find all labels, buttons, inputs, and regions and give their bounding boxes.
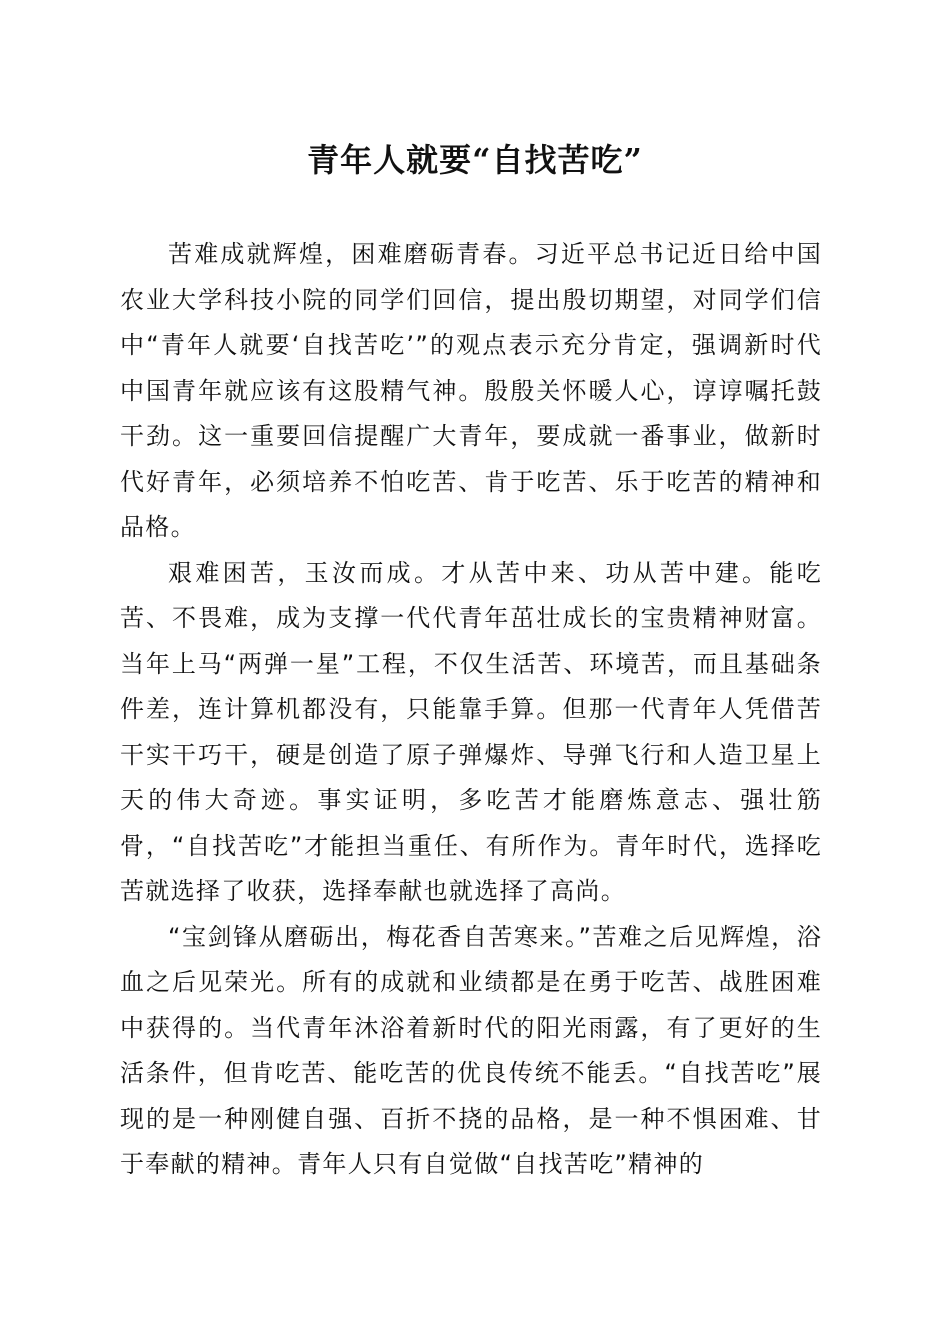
article-title: 青年人就要“自找苦吃” (307, 141, 643, 179)
article-body (120, 232, 822, 1188)
paragraph-2: 艰难困苦，玉汝而成。才从苦中来、功从苦中建。能吃苦、不畏难，成为支撑一代代青年茁壮成长的宝贵精神财富。当年上马“两弹一星”工程，不仅生活苦、环境苦，而且基础条件差，连计算机都没有，只能靠手算。但那一代青年人凭借苦干实干巧干，硬是创造了原子弹爆炸、导弹飞行和人造卫星上天的伟大奇迹。事实证明，多吃苦才能磨炼意志、强壮筋骨，“自找苦吃”才能担当重任、有所作为。青年时代，选择吃苦就选择了收获，选择奉献也就选择了高尚。 (120, 558, 822, 905)
paragraph-1: 苦难成就辉煌，困难磨砺青春。习近平总书记近日给中国农业大学科技小院的同学们回信，提出殷切期望，对同学们信中“青年人就要‘自找苦吃’”的观点表示充分肯定，强调新时代中国青年就应该有这股精气神。殷殷关怀暖人心，谆谆嘱托鼓干劲。这一重要回信提醒广大青年，要成就一番事业，做新时代好青年，必须培养不怕吃苦、肯于吃苦、乐于吃苦的精神和品格。 (120, 240, 822, 541)
paragraph-3: “宝剑锋从磨砺出，梅花香自苦寒来。”苦难之后见辉煌，浴血之后见荣光。所有的成就和业绩都是在勇于吃苦、战胜困难中获得的。当代青年沐浴着新时代的阳光雨露，有了更好的生活条件，但肯吃苦、能吃苦的优良传统不能丢。“自找苦吃”展现的是一种刚健自强、百折不挠的品格，是一种不惧困难、甘于奉献的精神。青年人只有自觉做“自找苦吃”精神的 (120, 922, 822, 1178)
